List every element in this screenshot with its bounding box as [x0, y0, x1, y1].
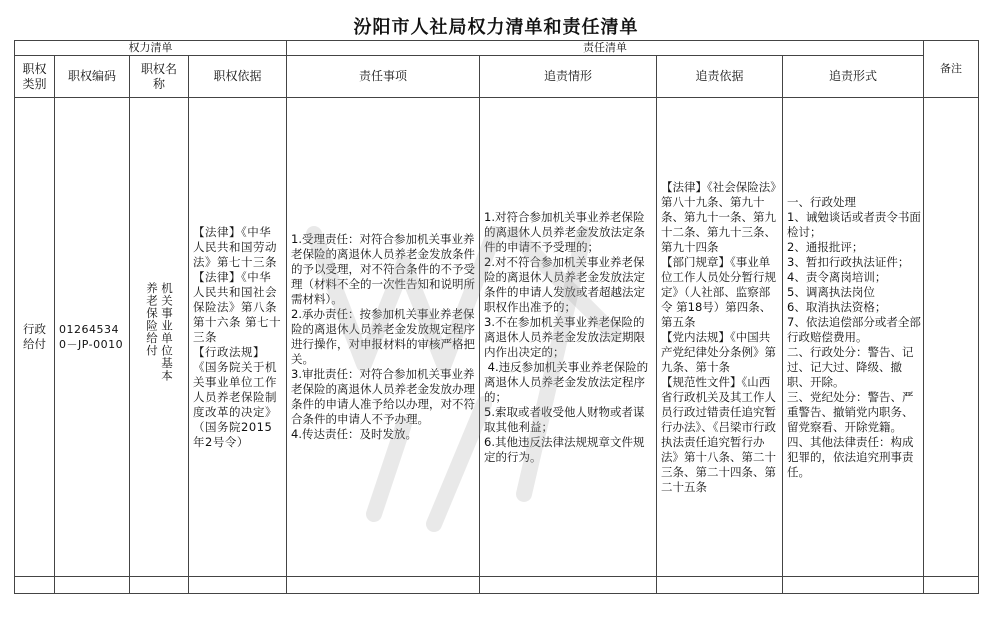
- cell-accountability-form: 一、行政处理 1、诫勉谈话或者责令书面检讨； 2、通报批评； 3、暂扣行政执法证件； 4、责令离岗培训； 5、调离执法岗位 6、取消执法资格； 7、依法追偿部分或者全部行政赔偿费用。 二、行政处分：警告、记过、记大过、降级、撤职、开除。 三、党纪处分：警告、严重警告、撤销党内职务、留党察看、开除党籍。 四、其他法律责任：构成犯罪的，依法追究刑事责任。: [783, 98, 924, 577]
- sheet: [14, 14, 978, 610]
- header-name: 职权名称: [130, 56, 189, 98]
- header-accountability-form: 追责形式: [783, 56, 924, 98]
- header-category: 职权类别: [15, 56, 55, 98]
- table-row: [15, 98, 979, 577]
- header-accountability: 追责情形: [480, 56, 657, 98]
- header-code: 职权编码: [55, 56, 130, 98]
- header-remarks: 备注: [924, 41, 979, 98]
- cell-category: 行政给付: [15, 98, 55, 577]
- column-header-row: [15, 56, 979, 98]
- responsibility-list-group: 责任清单: [287, 41, 924, 56]
- header-accountability-basis: 追责依据: [657, 56, 783, 98]
- cell-accountability: 1.对符合参加机关事业养老保险的离退休人员养老金发放法定条件的申请不予受理的； 2.对不符合参加机关事业养老保险的离退休人员养老金发放法定条件的申请人发放或者超越法定职权作出准予的； 3.不在参加机关事业养老保险的离退休人员养老金发放法定期限内作出决定的； 4.违反参加机关事业养老保险的离退休人员养老金发放法定程序的； 5.索取或者收受他人财物或者谋取其他利益； 6.其他违反法律法规规章文件规定的行为。: [480, 98, 657, 577]
- cell-duties: 1.受理责任：对符合参加机关事业养老保险的离退休人员养老金发放条件的予以受理，对不符合条件的不予受理（材料不全的一次性告知和说明所需材料）。 2.承办责任：按参加机关事业养老保险的离退休人员养老金发放规定程序进行操作，对申报材料的审核严格把关。 3.审批责任：对符合参加机关事业养老保险的离退休人员养老金发放办理条件的申请人准予给以办理，对不符合条件的申请人不予办理。 4.传达责任：及时发放。: [287, 98, 480, 577]
- empty-row: [15, 577, 979, 594]
- cell-remarks: [924, 98, 979, 577]
- cell-accountability-basis: 【法律】《社会保险法》第八十九条、第九十条、第九十一条、第九十二条、第九十三条、第九十四条 【部门规章】《事业单位工作人员处分暂行规定》（人社部、监察部令 第18号）第四条、第五条 【党内法规】《中国共产党纪律处分条例》第九条、第十条 【规范性文件】《山西省行政机关及其工作人员行政过错责任追究暂行办法》、《吕梁市行政执法责任追究暂行办法》第十八条、第二十三条、第二十四条、第二十五条: [657, 98, 783, 577]
- header-duties: 责任事项: [287, 56, 480, 98]
- cell-code: 012645340－JP-0010: [55, 98, 130, 577]
- responsibility-table: [14, 40, 979, 594]
- document-title: 汾阳市人社局权力清单和责任清单: [353, 17, 639, 38]
- cell-basis: 【法律】《中华人民共和国劳动法》第七十三条 【法律】《中华人民共和国社会保险法》第八条 第十六条 第七十三条 【行政法规】《国务院关于机关事业单位工作人员养老保险制度改革的决定》（国务院2015年2号令）: [189, 98, 287, 577]
- header-basis: 职权依据: [189, 56, 287, 98]
- power-list-group: 权力清单: [15, 41, 287, 56]
- group-header-row: [15, 41, 979, 56]
- cell-name: 机关事业单位基本养老保险给付: [130, 98, 189, 577]
